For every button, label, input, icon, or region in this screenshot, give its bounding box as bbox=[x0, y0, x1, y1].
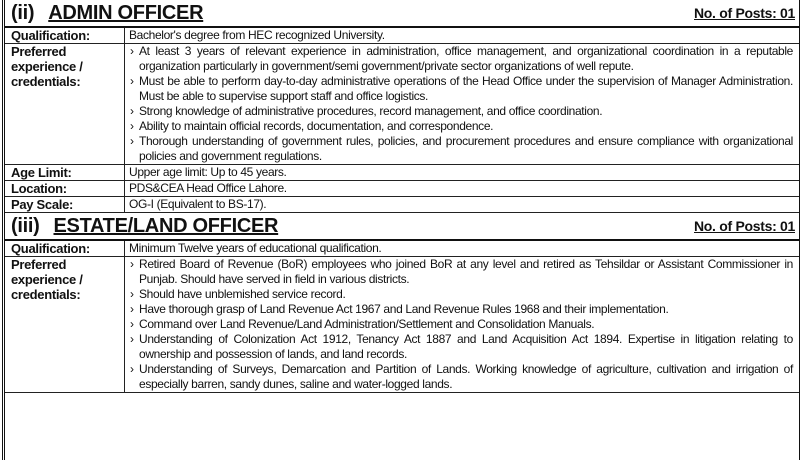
experience-list-container bbox=[125, 44, 799, 164]
location-row bbox=[5, 181, 799, 197]
list-item: › Have thorough grasp of Land Revenue Act 1967 and Land Revenue Rules 1968 and their implementation. bbox=[129, 302, 793, 317]
qualification-value: Minimum Twelve years of educational qualification. bbox=[129, 241, 382, 255]
experience-label: Preferred experience / credentials: bbox=[5, 44, 125, 164]
qualification-label: Qualification: bbox=[5, 241, 125, 256]
section-number: (iii) bbox=[11, 214, 40, 237]
list-item: › Strong knowledge of administrative procedures, record management, and office coordination. bbox=[129, 104, 793, 119]
list-item: › Understanding of Colonization Act 1912, Tenancy Act 1887 and Land Acquisition Act 1894. Expertise in litigation relating to ownership and possession of lands, and land records. bbox=[129, 332, 793, 362]
section-header-admin-officer bbox=[5, 0, 799, 28]
job-advertisement bbox=[2, 0, 800, 460]
location-label: Location: bbox=[5, 181, 125, 196]
list-item: › Command over Land Revenue/Land Administration/Settlement and Consolidation Manuals. bbox=[129, 317, 793, 332]
list-item: › Must be able to perform day-to-day administrative operations of the Head Office under the supervision of Manager Administration. Must be able to supervise support staff and office logistics. bbox=[129, 74, 793, 104]
list-item: › Ability to maintain official records, documentation, and correspondence. bbox=[129, 119, 793, 134]
pay-scale-label: Pay Scale: bbox=[5, 197, 125, 212]
number-of-posts: No. of Posts: 01 bbox=[694, 218, 795, 234]
list-item: › Thorough understanding of government rules, policies, and procurement procedures and ensure compliance with organizational policies and government regulations. bbox=[129, 134, 793, 164]
qualification-row bbox=[5, 28, 799, 44]
experience-list-container bbox=[125, 257, 799, 392]
number-of-posts: No. of Posts: 01 bbox=[694, 5, 795, 21]
section-title bbox=[11, 215, 278, 238]
job-title: ADMIN OFFICER bbox=[48, 1, 204, 24]
list-item: › At least 3 years of relevant experience in administration, office management, and organizational coordination in a reputable organization particularly in government/semi government/private sector organizations of well repute. bbox=[129, 44, 793, 74]
job-title: ESTATE/LAND OFFICER bbox=[53, 214, 279, 237]
experience-row bbox=[5, 257, 799, 393]
qualification-value: Bachelor's degree from HEC recognized University. bbox=[129, 28, 385, 42]
experience-list bbox=[129, 44, 793, 164]
list-item: › Retired Board of Revenue (BoR) employees who joined BoR at any level and retired as Tehsildar or Assistant Commissioner in Punjab. Should have served in field in various districts. bbox=[129, 257, 793, 287]
qualification-label: Qualification: bbox=[5, 28, 125, 43]
age-limit-label: Age Limit: bbox=[5, 165, 125, 180]
location-value: PDS&CEA Head Office Lahore. bbox=[129, 181, 287, 195]
age-limit-value: Upper age limit: Up to 45 years. bbox=[129, 165, 287, 179]
section-title bbox=[11, 2, 203, 25]
section-header-estate-land-officer bbox=[5, 213, 799, 241]
experience-label: Preferred experience / credentials: bbox=[5, 257, 125, 392]
experience-list bbox=[129, 257, 793, 392]
list-item: › Should have unblemished service record. bbox=[129, 287, 793, 302]
qualification-row bbox=[5, 241, 799, 257]
section-number: (ii) bbox=[11, 1, 35, 24]
list-item: › Understanding of Surveys, Demarcation and Partition of Lands. Working knowledge of agriculture, cultivation and irrigation of especially barren, sandy dunes, saline and water-logged lands. bbox=[129, 362, 793, 392]
experience-row bbox=[5, 44, 799, 165]
pay-scale-value: OG-I (Equivalent to BS-17). bbox=[129, 197, 267, 211]
age-limit-row bbox=[5, 165, 799, 181]
pay-scale-row bbox=[5, 197, 799, 213]
